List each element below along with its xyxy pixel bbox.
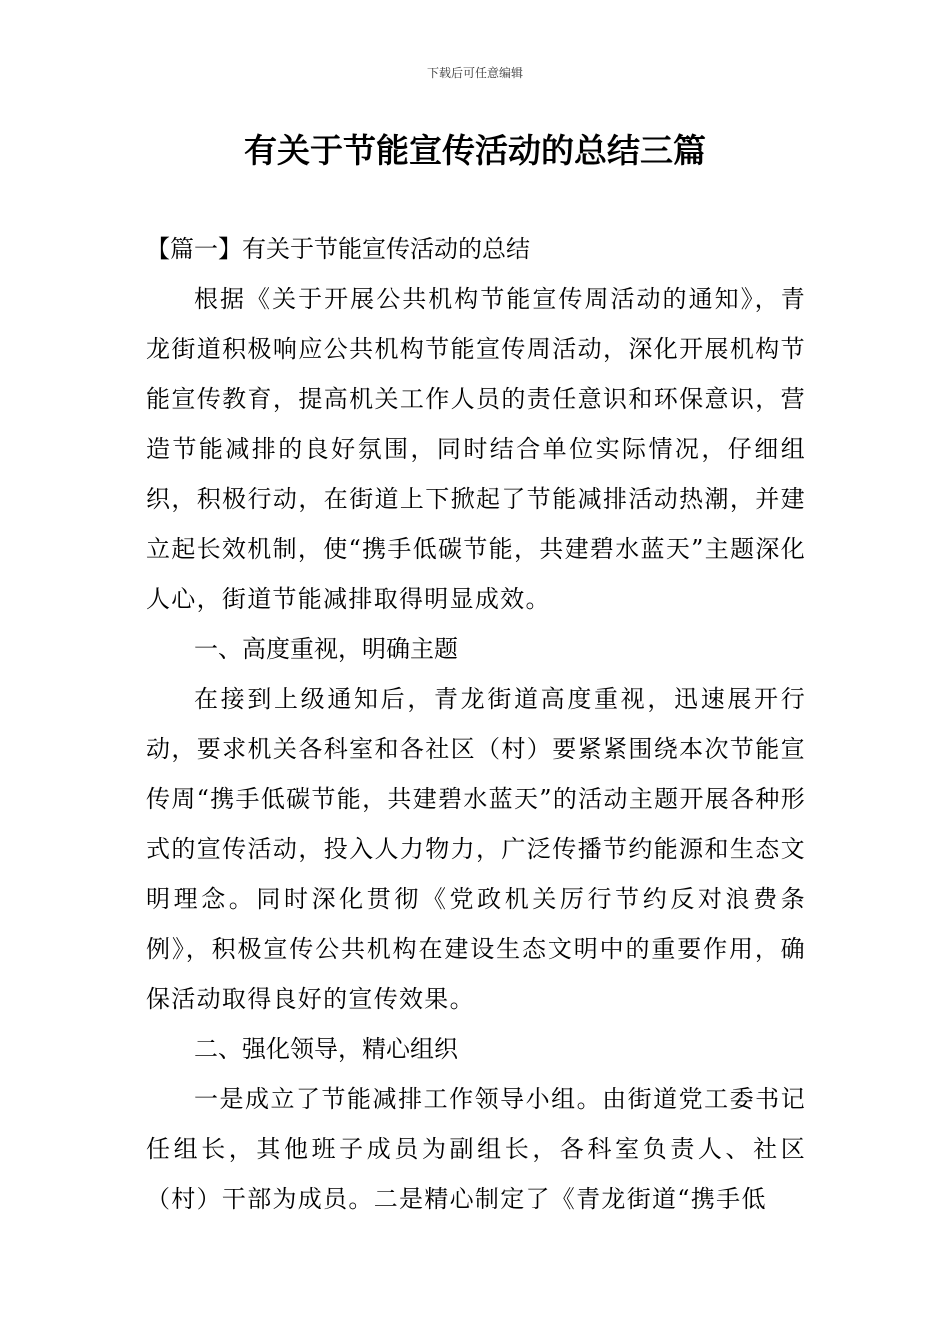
section-heading: 【篇一】有关于节能宣传活动的总结	[146, 235, 530, 263]
paragraph-one: 在接到上级通知后，青龙街道高度重视，迅速展开行动，要求机关各科室和各社区（村）要紧紧围绕本次节能宣传周“携手低碳节能，共建碧水蓝天”的活动主题开展各种形式的宣传活动，投入人力物力，广泛传播节约能源和生态文明理念。同时深化贯彻《党政机关厉行节约反对浪费条例》，积极宣传公共机构在建设生态文明中的重要作用，确保活动取得良好的宣传效果。	[146, 685, 806, 1013]
header-note: 下载后可任意编辑	[426, 66, 523, 80]
document-title: 有关于节能宣传活动的总结三篇	[244, 131, 706, 170]
paragraph-two: 一是成立了节能减排工作领导小组。由街道党工委书记任组长，其他班子成员为副组长，各科室负责人、社区（村）干部为成员。二是精心制定了《青龙街道“携手低	[146, 1085, 806, 1213]
subheading-two: 二、强化领导，精心组织	[194, 1035, 458, 1063]
paragraph-intro: 根据《关于开展公共机构节能宣传周活动的通知》，青龙街道积极响应公共机构节能宣传周活动，深化开展机构节能宣传教育，提高机关工作人员的责任意识和环保意识，营造节能减排的良好氛围，同时结合单位实际情况，仔细组织，积极行动，在街道上下掀起了节能减排活动热潮，并建立起长效机制，使“携手低碳节能，共建碧水蓝天”主题深化人心，街道节能减排取得明显成效。	[146, 285, 806, 613]
subheading-one: 一、高度重视，明确主题	[194, 635, 458, 663]
document-body	[146, 224, 806, 1224]
